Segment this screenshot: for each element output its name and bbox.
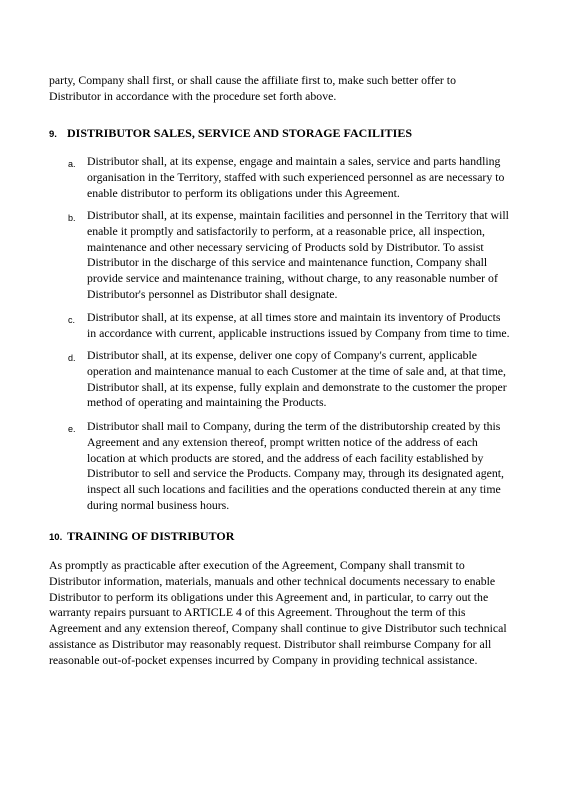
text-line: As promptly as practicable after execution of the Agreement, Company shall transmit to: [49, 558, 465, 572]
text-line: Distributor shall, at its expense, deliver one copy of Company's current, applicable: [87, 348, 478, 362]
text-line: enable it promptly and satisfactorily to perform, at a reasonable price, all inspection,: [87, 223, 486, 238]
text-line: party, Company shall first, or shall cause the affiliate first to, make such better offer to: [49, 73, 456, 87]
section-title: DISTRIBUTOR SALES, SERVICE AND STORAGE FACILITIES: [67, 126, 413, 140]
list-marker: c.: [68, 315, 76, 325]
text-line: Distributor shall, at its expense, at all times store and maintain its inventory of Products: [87, 310, 501, 324]
text-line: organisation in the Territory, staffed with such experienced personnel as are necessary to: [87, 169, 505, 184]
section-number: 9.: [49, 129, 57, 140]
text-line: Distributor shall, at its expense, fully explain and demonstrate to the customer the proper: [87, 379, 507, 394]
text-line: location at which products are stored, and the address of each facility established by: [87, 450, 484, 465]
text-line: during normal business hours.: [87, 497, 230, 512]
text-line: Distributor in accordance with the procedure set forth above.: [49, 88, 337, 103]
list-item: [87, 310, 510, 342]
section-heading: [49, 529, 234, 544]
text-line: Distributor shall mail to Company, during the term of the distributorship created by this: [87, 419, 501, 433]
text-line: Distributor's personnel as Distributor shall designate.: [87, 286, 338, 301]
text-line: operation and maintenance manual to each Customer at the time of sale and, at that time,: [87, 363, 506, 378]
text-line: Distributor to perform its obligations under this Agreement and, in particular, to carry out the: [49, 589, 489, 604]
text-line: Agreement and any extension thereof, prompt written notice of the address of each: [87, 434, 478, 449]
list-item: [87, 348, 507, 411]
text-line: in accordance with current, applicable instructions issued by Company from time to time.: [87, 325, 510, 340]
list-item: [87, 419, 504, 514]
text-line: inspect all such locations and facilities and the operations conducted therein at any time: [87, 482, 501, 497]
text-line: Agreement and any extension thereof, Company shall continue to give Distributor such technical: [49, 621, 507, 636]
section-title: TRAINING OF DISTRIBUTOR: [67, 529, 235, 543]
text-line: Distributor in the discharge of this service and maintenance function, Company shall: [87, 255, 488, 270]
text-line: warranty repairs pursuant to ARTICLE 4 of this Agreement. Throughout the term of this: [49, 605, 466, 620]
text-line: Distributor information, materials, manuals and other technical documents necessary to enable: [49, 573, 496, 588]
text-line: Distributor to sell and service the Products. Company may, through its designated agent,: [87, 466, 504, 481]
list-item: [87, 154, 504, 201]
list-marker: b.: [68, 213, 76, 223]
text-line: maintenance and other necessary servicing of Products sold by Distributor. To assist: [87, 239, 484, 254]
text-line: assistance as Distributor may reasonably request. Distributor shall reimburse Company for all: [49, 636, 492, 651]
section-paragraph: [49, 558, 507, 669]
text-line: Distributor shall, at its expense, maintain facilities and personnel in the Territory that will: [87, 208, 509, 222]
section-heading: [49, 126, 412, 141]
text-line: method of operating and maintaining the Products.: [87, 395, 327, 410]
text-line: enable distributor to perform its obligations under this Agreement.: [87, 185, 400, 200]
text-line: reasonable out-of-pocket expenses incurred by Company in providing technical assistance.: [49, 652, 478, 667]
list-marker: a.: [68, 159, 76, 169]
list-marker: d.: [68, 353, 76, 363]
intro-paragraph: [49, 73, 456, 105]
text-line: provide service and maintenance training, without charge, to any reasonable number of: [87, 271, 498, 286]
section-number: 10.: [49, 532, 63, 543]
list-item: [87, 208, 509, 303]
list-marker: e.: [68, 424, 76, 434]
text-line: Distributor shall, at its expense, engage and maintain a sales, service and parts handling: [87, 154, 501, 168]
